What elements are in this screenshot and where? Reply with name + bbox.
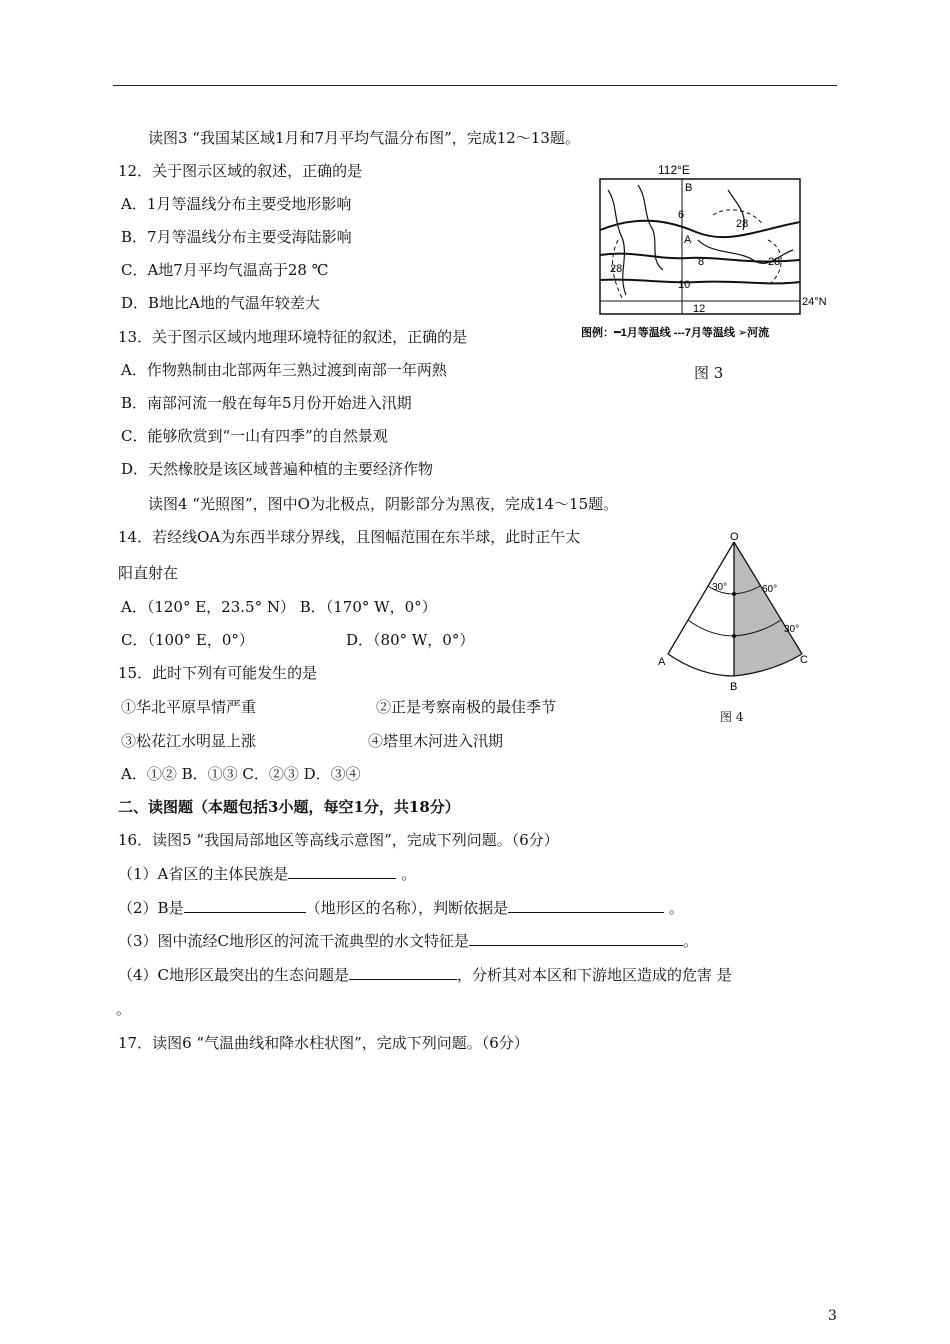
q16-part4-mid: ，分析其对本区和下游地区造成的危害 是 xyxy=(457,966,732,984)
fig3-label-6: 6 xyxy=(678,209,685,221)
point-30n xyxy=(732,634,736,638)
q12-option-a: A．1月等温线分布主要受地形影响 xyxy=(121,195,352,213)
q16-part1 xyxy=(118,864,416,884)
q14-stem-line2: 阳直射在 xyxy=(118,564,179,582)
fig4-label-o: O xyxy=(730,532,739,543)
q16-part1-blank[interactable] xyxy=(288,864,396,879)
q15-answers: A．①② B．①③ C．②③ D．③④ xyxy=(121,765,361,783)
q16-part2-blank-name[interactable] xyxy=(184,898,306,913)
fig4-label-c: C xyxy=(800,654,808,666)
q15-stem: 15．此时下列有可能发生的是 xyxy=(118,664,318,682)
q13-option-a: A．作物熟制由北部两年三熟过渡到南部一年两熟 xyxy=(121,361,447,379)
q16-part3-text: （3）图中流经C地形区的河流干流典型的水文特征是 xyxy=(118,932,470,950)
q16-part4-end: 。 xyxy=(116,1000,132,1018)
q16-part3 xyxy=(118,931,698,951)
meridian-oa xyxy=(668,542,734,654)
q16-part4 xyxy=(118,965,732,985)
q16-part1-text: （1）A省区的主体民族是 xyxy=(118,865,289,883)
night-shading xyxy=(734,542,802,676)
fig4-label-b: B xyxy=(730,681,738,693)
q16-part1-end: 。 xyxy=(401,865,417,883)
q12-option-b: B．7月等温线分布主要受海陆影响 xyxy=(121,228,352,246)
fig4-label-a: A xyxy=(658,656,666,668)
q12-option-d: D．B地比A地的气温年较差大 xyxy=(121,294,320,312)
fig4-angle-30: 30° xyxy=(712,582,728,593)
point-60n xyxy=(732,592,736,596)
q16-part4-text: （4）C地形区最突出的生态问题是 xyxy=(118,966,350,984)
fig3-label-10: 10 xyxy=(678,279,691,291)
intro-fig4: 读图4 “光照图”，图中O为北极点，阴影部分为黑夜，完成14～15题。 xyxy=(148,495,619,513)
q17-stem: 17．读图6 “气温曲线和降水柱状图”，完成下列问题。（6分） xyxy=(118,1034,529,1052)
q14-options-ab: A．（120° E，23.5° N） B．（170° W，0°） xyxy=(121,598,437,616)
fig4-lat-60: 60° xyxy=(762,584,778,595)
fig3-lon-label: 112°E xyxy=(658,163,690,177)
section-2-heading: 二、读图题（本题包括3小题，每空1分，共18分） xyxy=(118,798,460,816)
fig3-legend: 图例：━1月等温线 ---7月等温线 ➢河流 xyxy=(581,327,770,339)
q16-part2-mid: （地形区的名称），判断依据是 xyxy=(305,899,509,917)
fig3-caption: 图 3 xyxy=(694,364,724,382)
header-rule xyxy=(113,85,837,86)
q14-option-d: D．（80° W，0°） xyxy=(346,631,475,649)
q15-item-2: ②正是考察南极的最佳季节 xyxy=(376,698,557,716)
jan-isotherm-6 xyxy=(600,221,800,237)
q16-part2-end: 。 xyxy=(668,899,684,917)
q15-item-1: ①华北平原旱情严重 xyxy=(121,698,257,716)
q14-option-c: C．（100° E，0°） xyxy=(121,631,254,649)
q16-part4-blank[interactable] xyxy=(349,965,457,980)
fig3-label-12: 12 xyxy=(693,303,706,315)
q13-option-c: C．能够欣赏到“一山有四季”的自然景观 xyxy=(121,427,388,445)
q13-option-b: B．南部河流一般在每年5月份开始进入汛期 xyxy=(121,394,412,412)
figure-4-illumination-diagram xyxy=(654,532,814,696)
fig3-point-b: B xyxy=(685,182,693,194)
fig3-label-28-west: 28 xyxy=(610,263,623,275)
fig3-label-28-north: 28 xyxy=(736,218,749,230)
fig3-frame xyxy=(600,179,800,314)
q13-option-d: D．天然橡胶是该区域普遍种植的主要经济作物 xyxy=(121,460,434,478)
q16-stem: 16．读图5 “我国局部地区等高线示意图”，完成下列问题。（6分） xyxy=(118,831,559,849)
fig4-caption: 图 4 xyxy=(720,710,744,724)
figure-3-isotherm-map xyxy=(578,160,830,342)
q16-part2 xyxy=(118,898,684,918)
fig3-label-28-east: 28 xyxy=(768,256,781,268)
q15-item-4: ④塔里木河进入汛期 xyxy=(368,732,504,750)
q15-item-3: ③松花江水明显上涨 xyxy=(121,732,257,750)
fig3-point-a: A xyxy=(684,234,692,246)
q16-part2-blank-reason[interactable] xyxy=(508,898,664,913)
jan-isotherm-10 xyxy=(600,280,800,284)
fig3-label-8: 8 xyxy=(698,256,705,268)
q12-stem: 12．关于图示区域的叙述，正确的是 xyxy=(118,162,363,180)
q16-part2-text: （2）B是 xyxy=(118,899,184,917)
fig4-lat-30: 30° xyxy=(784,624,800,635)
q14-stem-line1: 14．若经线OA为东西半球分界线，且图幅范围在东半球，此时正午太 xyxy=(118,528,581,546)
page-number: 3 xyxy=(828,1308,837,1324)
q13-stem: 13．关于图示区域内地理环境特征的叙述，正确的是 xyxy=(118,328,468,346)
fig3-lat-label: 24°N xyxy=(802,296,827,308)
intro-fig3: 读图3 “我国某区域1月和7月平均气温分布图”，完成12～13题。 xyxy=(148,129,580,147)
q12-option-c: C．A地7月平均气温高于28 ℃ xyxy=(121,261,329,279)
q16-part3-end: 。 xyxy=(683,932,699,950)
q16-part3-blank[interactable] xyxy=(469,931,683,946)
